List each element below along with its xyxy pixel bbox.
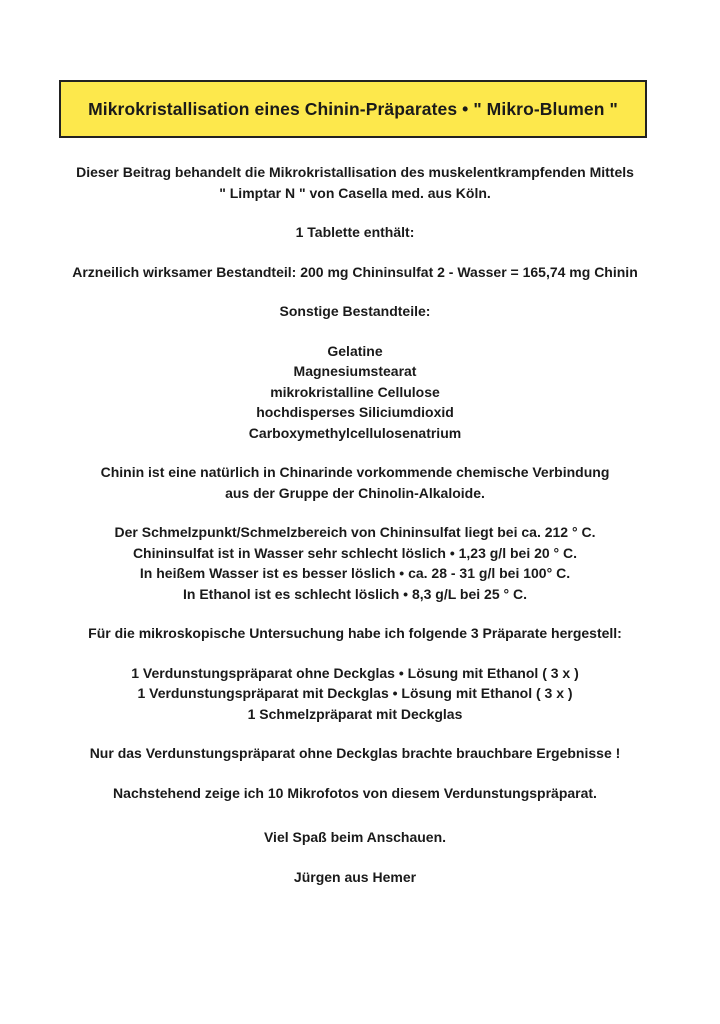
property-line: Chininsulfat ist in Wasser sehr schlecht löslich • 1,23 g/l bei 20 ° C. — [132, 544, 578, 561]
preparations-heading: Für die mikroskopische Untersuchung habe ich folgende 3 Präparate hergestell: — [88, 625, 622, 641]
title-box — [59, 80, 647, 138]
tablet-heading: 1 Tablette enthält: — [295, 224, 415, 240]
closing-greeting: Viel Spaß beim Anschauen. — [263, 829, 447, 845]
ingredient-item: Gelatine — [327, 342, 383, 359]
property-line: In Ethanol ist es schlecht löslich • 8,3 g/L bei 25 ° C. — [182, 585, 527, 602]
intro-line-2: " Limptar N " von Casella med. aus Köln. — [219, 184, 491, 201]
preparation-item: 1 Verdunstungspräparat mit Deckglas • Lösung mit Ethanol ( 3 x ) — [137, 685, 573, 701]
signature: Jürgen aus Hemer — [293, 868, 417, 885]
property-line: Der Schmelzpunkt/Schmelzbereich von Chininsulfat liegt bei ca. 212 ° C. — [114, 524, 596, 540]
other-ingredients-heading: Sonstige Bestandteile: — [279, 303, 431, 319]
property-line: In heißem Wasser ist es besser löslich • ca. 28 - 31 g/l bei 100° C. — [139, 565, 571, 581]
ingredient-item: hochdisperses Siliciumdioxid — [256, 404, 454, 420]
result-statement: Nur das Verdunstungspräparat ohne Deckglas brachte brauchbare Ergebnisse ! — [89, 745, 621, 761]
ingredient-item: Magnesiumstearat — [293, 363, 417, 379]
document-body — [20, 162, 690, 887]
ingredient-item: Carboxymethylcellulosenatrium — [248, 424, 462, 441]
chinin-description-line: aus der Gruppe der Chinolin-Alkaloide. — [225, 484, 485, 501]
active-ingredient: Arzneilich wirksamer Bestandteil: 200 mg Chininsulfat 2 - Wasser = 165,74 mg Chinin — [72, 263, 638, 280]
intro-line-1: Dieser Beitrag behandelt die Mikrokristallisation des muskelentkrampfenden Mittels — [76, 164, 634, 180]
preparation-item: 1 Schmelzpräparat mit Deckglas — [247, 705, 463, 722]
page-title: Mikrokristallisation eines Chinin-Präparates • " Mikro-Blumen " — [88, 98, 618, 119]
ingredient-item: mikrokristalline Cellulose — [270, 383, 440, 400]
chinin-description-line: Chinin ist eine natürlich in Chinarinde vorkommende chemische Verbindung — [100, 464, 610, 480]
photos-note: Nachstehend zeige ich 10 Mikrofotos von diesem Verdunstungspräparat. — [113, 784, 597, 801]
preparation-item: 1 Verdunstungspräparat ohne Deckglas • Lösung mit Ethanol ( 3 x ) — [131, 664, 579, 681]
